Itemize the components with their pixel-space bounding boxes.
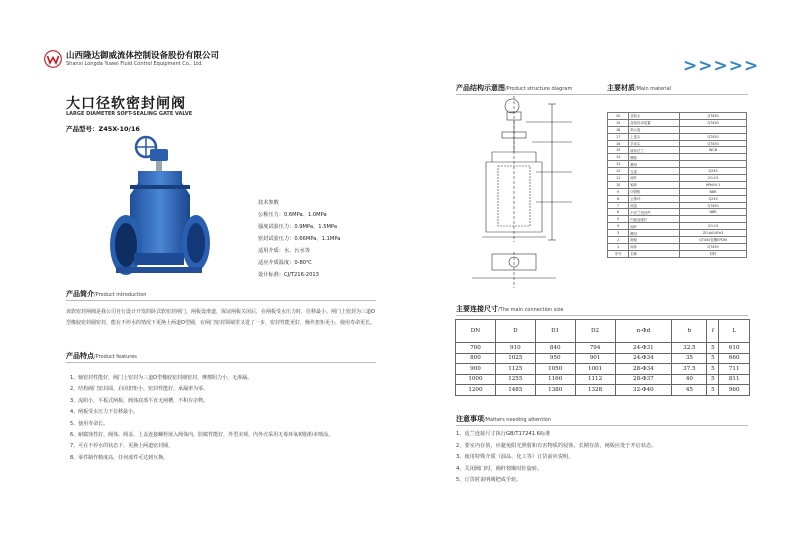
- table-cell: QT450: [680, 140, 747, 147]
- table-cell: 1125: [495, 364, 535, 375]
- notes-heading: 注意事项/Matters needing attention: [456, 415, 551, 423]
- connection-table: [455, 319, 750, 396]
- table-cell: 32-Φ40: [615, 385, 672, 396]
- table-cell: 900: [456, 364, 496, 375]
- table-row: [608, 175, 747, 182]
- table-cell: WCB: [680, 147, 747, 154]
- table-cell: 螺母: [629, 230, 680, 237]
- table-cell: 28-Φ34: [615, 364, 672, 375]
- table-header-cell: DN: [456, 320, 496, 343]
- table-cell: 660: [719, 353, 750, 364]
- table-cell: 手动头: [629, 140, 680, 147]
- table-cell: 5: [707, 343, 719, 354]
- table-cell: 止推环: [629, 195, 680, 202]
- table-cell: 910: [495, 343, 535, 354]
- tech-param-line: 设计标准：CJ/T216-2013: [258, 272, 319, 278]
- table-cell: 1200: [456, 385, 496, 396]
- table-row: [456, 374, 750, 385]
- table-cell: 13: [608, 161, 629, 168]
- table-row: [608, 188, 747, 195]
- table-cell: 811: [719, 374, 750, 385]
- table-cell: 700: [456, 343, 496, 354]
- table-header-cell: b: [672, 320, 707, 343]
- table-cell: 10: [608, 181, 629, 188]
- table-header-cell: n-Φd: [615, 320, 672, 343]
- table-cell: O型圈: [629, 188, 680, 195]
- table-cell: 20: [608, 113, 629, 120]
- table-header-cell: D: [495, 320, 535, 343]
- table-cell: 支架: [629, 168, 680, 175]
- table-cell: 40: [672, 374, 707, 385]
- table-cell: 阀杆: [629, 175, 680, 182]
- table-cell: HPb59-1: [680, 181, 747, 188]
- notes-list: [456, 429, 656, 487]
- divider: [66, 362, 376, 363]
- table-cell: QT450: [680, 133, 747, 140]
- table-cell: 960: [719, 385, 750, 396]
- table-row: [608, 154, 747, 161]
- table-row: [608, 195, 747, 202]
- tech-param-line: 公称压力：0.6MPa、1.0MPa: [258, 212, 327, 218]
- table-row: [608, 126, 747, 133]
- table-cell: 35: [672, 353, 707, 364]
- table-cell: 内嵌加强钉: [629, 216, 680, 223]
- table-cell: 中法兰密封件: [629, 209, 680, 216]
- table-cell: 1112: [575, 374, 615, 385]
- table-cell: NBR: [680, 188, 747, 195]
- table-row: [456, 385, 750, 396]
- product-title-en: LARGE DIAMETER SOFT-SEALING GATE VALVE: [66, 111, 193, 117]
- table-cell: 2Cr13: [680, 175, 747, 182]
- list-item: 5、使用寿命长。: [70, 420, 109, 427]
- tech-param-line: 适应介质温度：0-80℃: [258, 260, 312, 266]
- table-row: [608, 250, 747, 257]
- table-row: [608, 161, 747, 168]
- table-cell: 18: [608, 126, 629, 133]
- table-cell: 11: [608, 175, 629, 182]
- table-cell: 1380: [535, 385, 575, 396]
- list-item: 6、耐腐蚀性好，阀体、阀盖、上盖连接螺栓嵌入阀体内，防腐性能好，外型美观，内外壳采用无毒环氧树脂粉末喷涂。: [70, 432, 334, 439]
- table-cell: 缓冲法兰: [629, 147, 680, 154]
- table-row: [608, 181, 747, 188]
- company-name-en: Shanxi Longda Yuwei Fluid Control Equipment Co., Ltd.: [66, 61, 203, 67]
- table-row: [456, 343, 750, 354]
- table-cell: 1000: [456, 374, 496, 385]
- table-cell: 8: [608, 195, 629, 202]
- table-cell: QT450: [680, 202, 747, 209]
- table-cell: ZCuAl10Fe3: [680, 230, 747, 237]
- list-item: 3、流阻小，平板式闸板，阀体底部平直无闸槽，不积存杂物。: [70, 397, 209, 404]
- table-cell: QT450包覆EPDM: [680, 237, 747, 244]
- table-cell: 1: [608, 243, 629, 250]
- table-row: [608, 243, 747, 250]
- table-cell: 阀杆: [629, 223, 680, 230]
- table-cell: 24-Φ31: [615, 343, 672, 354]
- tech-params: [258, 197, 340, 281]
- table-cell: 28-Φ37: [615, 374, 672, 385]
- features-heading: 产品特点/Product features: [66, 352, 137, 360]
- table-cell: 12: [608, 168, 629, 175]
- table-cell: NBR: [680, 209, 747, 216]
- table-row: [456, 353, 750, 364]
- table-cell: 2: [608, 237, 629, 244]
- tech-params-heading: 技术参数: [258, 200, 279, 206]
- table-cell: 阀盖: [629, 202, 680, 209]
- table-row: [608, 230, 747, 237]
- table-cell: 6: [608, 209, 629, 216]
- table-cell: 指示盘: [629, 126, 680, 133]
- divider: [456, 315, 748, 316]
- connection-heading: 主要连接尺寸/The main connection size: [456, 305, 564, 313]
- table-cell: 32.5: [672, 343, 707, 354]
- product-model: 产品型号：Z45X-10/16: [66, 125, 140, 133]
- table-row: [608, 202, 747, 209]
- table-cell: 901: [575, 353, 615, 364]
- table-cell: 1160: [535, 374, 575, 385]
- table-cell: 37.5: [672, 364, 707, 375]
- table-cell: 840: [535, 343, 575, 354]
- company-logo-icon: [44, 50, 62, 68]
- table-cell: 名称: [629, 250, 680, 257]
- table-cell: Q235: [680, 168, 747, 175]
- table-cell: 7: [608, 202, 629, 209]
- table-cell: 1050: [535, 364, 575, 375]
- table-cell: 17: [608, 133, 629, 140]
- table-header-cell: L: [719, 320, 750, 343]
- table-row: [608, 223, 747, 230]
- table-cell: 16: [608, 140, 629, 147]
- table-cell: 材料: [680, 250, 747, 257]
- table-cell: 3: [608, 230, 629, 237]
- product-title-cn: 大口径软密封闸阀: [66, 96, 186, 112]
- materials-heading: 主要材质/Main material: [607, 84, 672, 92]
- table-cell: 5: [707, 374, 719, 385]
- list-item: 2、结构阀门密封面，启闭扭矩小，密封性能好，承漏率为零。: [70, 386, 209, 393]
- table-cell: 610: [719, 343, 750, 354]
- divider: [66, 300, 376, 301]
- tech-param-line: 密封试验压力：0.66MPa、1.1MPa: [258, 236, 341, 242]
- list-item: 4、关闭阀门时，阀杆按顺时针旋转。: [456, 465, 543, 472]
- table-cell: 上盖头: [629, 133, 680, 140]
- table-cell: 1025: [495, 353, 535, 364]
- list-item: 5、订货时说明阀把或手轮。: [456, 477, 522, 484]
- list-item: 2、要室内存放，应避免阳光照射和有害物质的侵蚀，长期存放，闸板应处于开启状态。: [456, 442, 657, 449]
- intro-text: 该软密封闸阀是我公司自行设计开发的卧式软密封闸门，闸板设滑道，保证闸板关闭后，在闸板受水压力时，位移最小。闸门上密封为三道O型橡胶密封圈密封，能在不停水的情况下更换上两道O型圈，在闸门密封领域里又进了一步，密封性能更好，操作扭矩更小，使用寿命更长。: [66, 309, 375, 326]
- table-row: [608, 216, 747, 223]
- gate-valve-photo: [104, 135, 214, 290]
- table-cell: 800: [456, 353, 496, 364]
- structure-heading: 产品结构示意图/Product structure diagram: [456, 84, 573, 92]
- table-row: [608, 140, 747, 147]
- table-cell: 闸板: [629, 237, 680, 244]
- table-cell: 1255: [495, 374, 535, 385]
- table-row: [608, 113, 747, 120]
- table-cell: 5: [707, 353, 719, 364]
- features-list: [70, 373, 370, 464]
- table-cell: 齿轮头: [629, 113, 680, 120]
- table-row: [608, 133, 747, 140]
- tech-param-line: 适用介质：水、污水等: [258, 248, 310, 254]
- table-cell: 711: [719, 364, 750, 375]
- table-cell: 794: [575, 343, 615, 354]
- company-name-cn: 山西隆达御威流体控制设备股份有限公司: [66, 51, 220, 61]
- intro-heading: 产品简介/Product introduction: [66, 290, 147, 298]
- table-cell: 5: [707, 364, 719, 375]
- list-item: 8、零件制作精度高，任何部件可达到互换。: [70, 454, 169, 461]
- table-cell: 齿轮传动装置: [629, 119, 680, 126]
- table-cell: [680, 216, 747, 223]
- table-cell: QT450: [680, 113, 747, 120]
- list-item: 1、适兰连接尺寸执行GB/T17241.6标准: [456, 431, 551, 437]
- table-row: [608, 209, 747, 216]
- divider: [456, 425, 748, 426]
- structure-diagram: [452, 92, 602, 292]
- table-row: [608, 147, 747, 154]
- table-cell: 1485: [495, 385, 535, 396]
- table-cell: 5: [707, 385, 719, 396]
- table-row: [608, 237, 747, 244]
- table-header-cell: f: [707, 320, 719, 343]
- list-item: 3、使用特殊介质（油品、化工等）订货前应说明。: [456, 454, 574, 461]
- table-cell: 4: [608, 223, 629, 230]
- table-cell: 1328: [575, 385, 615, 396]
- table-cell: 5: [608, 216, 629, 223]
- table-header-cell: D1: [535, 320, 575, 343]
- table-cell: QT450: [680, 119, 747, 126]
- table-cell: [680, 126, 747, 133]
- table-cell: 阀体: [629, 243, 680, 250]
- materials-table: [607, 112, 747, 258]
- table-row: [608, 119, 747, 126]
- table-cell: [680, 154, 747, 161]
- table-cell: 19: [608, 119, 629, 126]
- table-cell: 序号: [608, 250, 629, 257]
- table-cell: 螺栓: [629, 154, 680, 161]
- table-row: [456, 364, 750, 375]
- table-cell: 9: [608, 188, 629, 195]
- arrows-decoration: >>>>>: [683, 56, 760, 76]
- list-item: 4、闸板受水压力下位移最小。: [70, 409, 139, 416]
- table-row: [608, 168, 747, 175]
- table-cell: 24-Φ34: [615, 353, 672, 364]
- tech-param-line: 强度试验压力：0.9MPa、1.5MPa: [258, 224, 338, 230]
- table-cell: QT450: [680, 243, 747, 250]
- list-item: 7、可在不停水的状态下，更换上两道密封圈。: [70, 443, 174, 450]
- table-cell: 螺母: [629, 161, 680, 168]
- table-cell: 2Cr13: [680, 223, 747, 230]
- table-cell: 轴套: [629, 181, 680, 188]
- list-item: 1、轴密封性能好，阀门上密封为三道O型橡胶密封圈密封，摩擦阻力小，无渗漏。: [70, 375, 253, 381]
- table-cell: 14: [608, 154, 629, 161]
- table-cell: 45: [672, 385, 707, 396]
- table-cell: Q235: [680, 195, 747, 202]
- table-cell: 15: [608, 147, 629, 154]
- table-header-cell: D2: [575, 320, 615, 343]
- table-cell: [680, 161, 747, 168]
- table-cell: 950: [535, 353, 575, 364]
- table-cell: 1001: [575, 364, 615, 375]
